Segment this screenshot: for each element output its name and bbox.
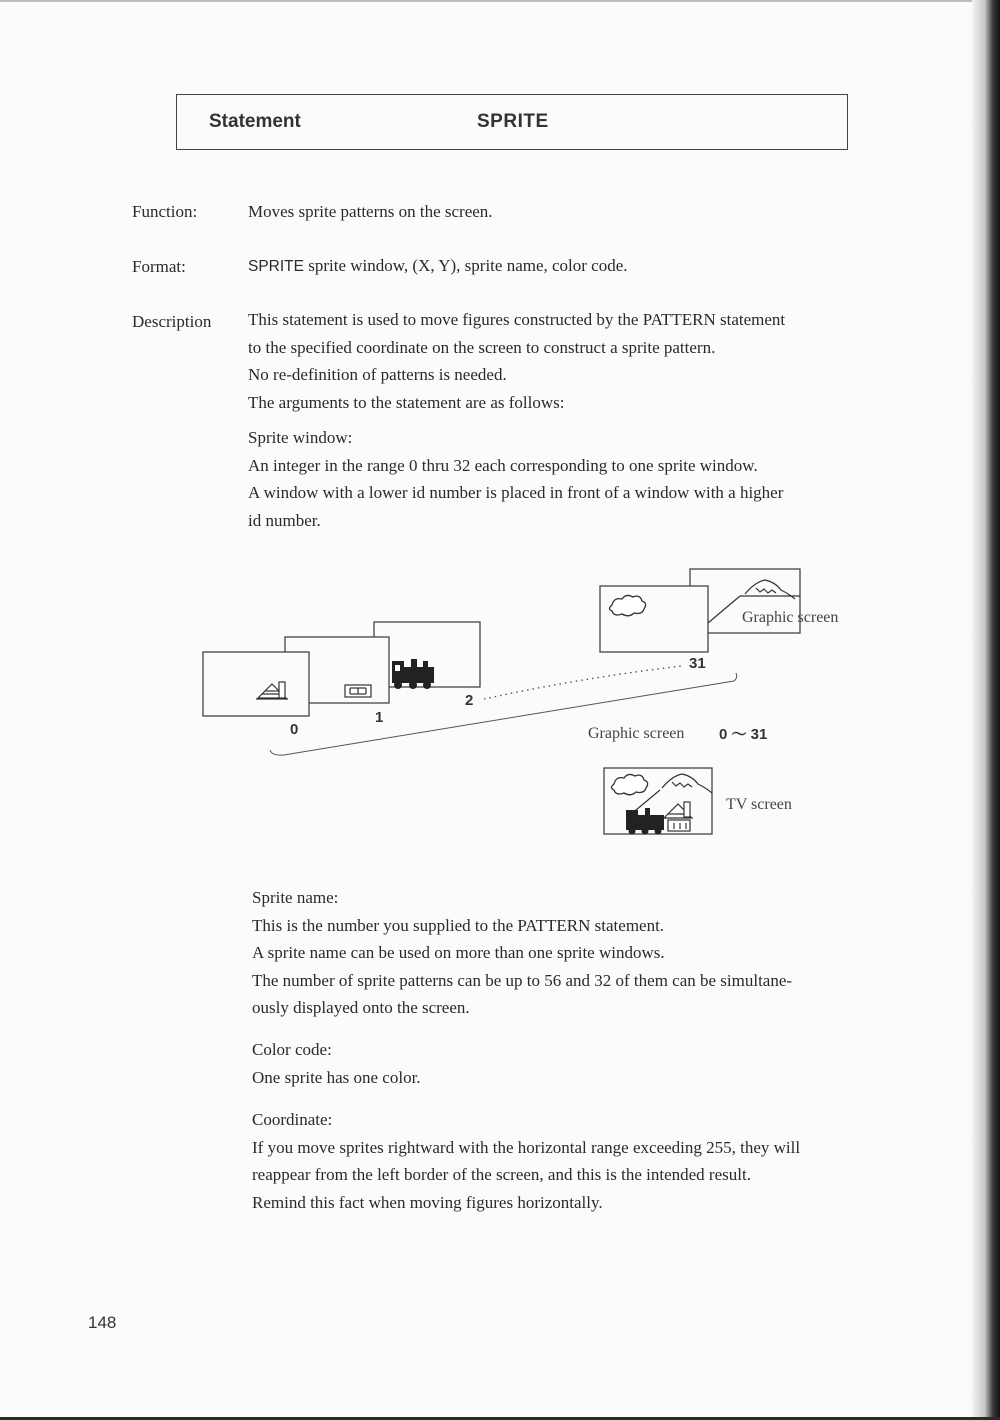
- coordinate-heading: Coordinate:: [252, 1110, 333, 1129]
- sprite-window-section: [248, 424, 783, 534]
- graphic-range-label: Graphic screen: [588, 725, 685, 742]
- format-text: [248, 252, 628, 281]
- coordinate-section: [252, 1106, 800, 1216]
- window-number-2: 2: [465, 692, 474, 709]
- window-icon: [345, 685, 371, 697]
- tv-screen-label: TV screen: [726, 796, 792, 813]
- sprite-window-line: An integer in the range 0 thru 32 each corresponding to one sprite window.: [248, 455, 758, 475]
- coordinate-line: Remind this fact when moving figures horizontally.: [252, 1192, 603, 1212]
- format-label: Format:: [132, 257, 186, 276]
- locomotive-icon: [392, 659, 434, 689]
- format-syntax: sprite window, (X, Y), sprite name, color code.: [303, 256, 628, 275]
- sprite-name-heading: Sprite name:: [252, 888, 339, 907]
- coordinate-line: If you move sprites rightward with the horizontal range exceeding 255, they will: [252, 1137, 801, 1157]
- function-text: Moves sprite patterns on the screen.: [248, 202, 493, 221]
- color-code-section: [252, 1036, 421, 1091]
- function-label: Function:: [132, 202, 198, 221]
- sprite-window-heading: Sprite window:: [248, 428, 353, 447]
- description-label: Description: [132, 312, 212, 331]
- color-code-line: One sprite has one color.: [252, 1067, 421, 1087]
- sprite-name-section: [252, 884, 792, 1022]
- sprite-window-line: A window with a lower id number is placed in front of a window with a higher: [248, 483, 784, 502]
- graphic-screen-front-frame: [600, 586, 708, 652]
- sprite-window-0-frame: [203, 652, 309, 716]
- page-number: 148: [88, 1313, 117, 1332]
- window-number-31: 31: [689, 655, 706, 672]
- sprite-name-line: ously displayed onto the screen.: [252, 998, 470, 1017]
- sprite-name-line: This is the number you supplied to the PATTERN statement.: [252, 915, 665, 935]
- coordinate-line: reappear from the left border of the screen, and this is the intended result.: [252, 1165, 751, 1184]
- description-line: No re-definition of patterns is needed.: [248, 365, 507, 384]
- window-number-1: 1: [375, 709, 384, 726]
- statement-kind: Statement: [209, 111, 301, 132]
- description-line: The arguments to the statement are as follows:: [248, 392, 565, 412]
- window-number-0: 0: [290, 721, 299, 738]
- sprite-window-diagram: [0, 560, 1000, 850]
- statement-header-box: [176, 94, 848, 150]
- format-keyword: SPRITE: [248, 258, 304, 275]
- sprite-name-line: A sprite name can be used on more than one sprite windows.: [252, 943, 665, 962]
- page-top-edge: [0, 0, 1000, 2]
- sprite-window-line: id number.: [248, 510, 321, 530]
- description-line: to the specified coordinate on the screen to construct a sprite pattern.: [248, 337, 716, 357]
- graphic-range-value: 0 ～ 31: [719, 726, 768, 743]
- sprite-name-line: The number of sprite patterns can be up to 56 and 32 of them can be simultane-: [252, 970, 793, 990]
- description-line: This statement is used to move figures constructed by the PATTERN statement: [248, 310, 786, 329]
- color-code-heading: Color code:: [252, 1040, 332, 1059]
- description-text: [248, 306, 785, 416]
- statement-name: SPRITE: [477, 111, 549, 132]
- graphic-screen-label: Graphic screen: [742, 609, 839, 626]
